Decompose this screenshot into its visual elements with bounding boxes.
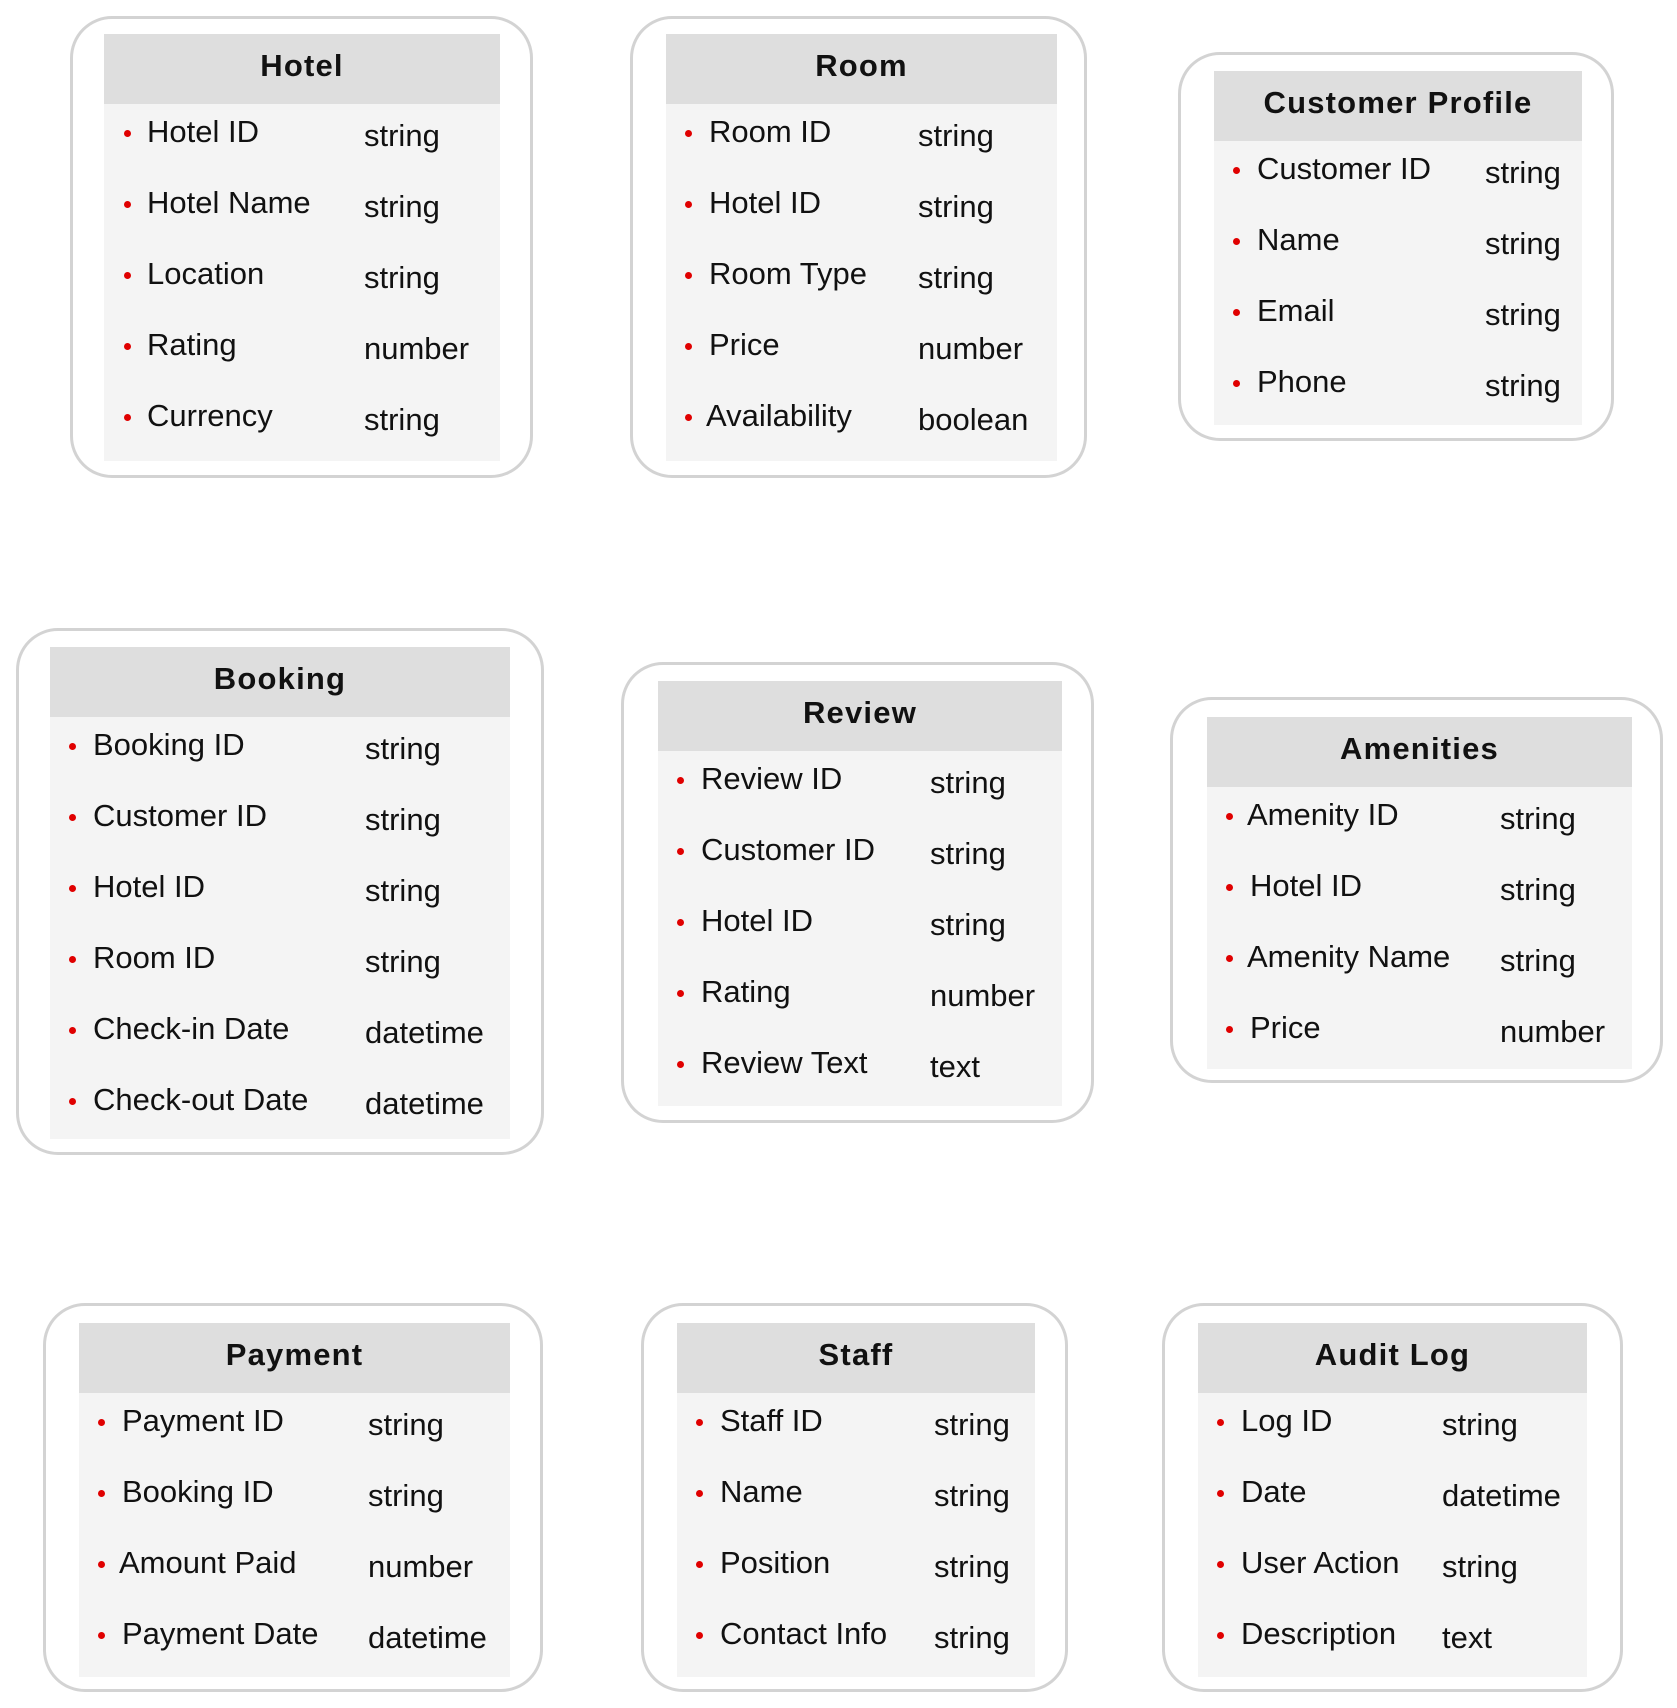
- field-type: string: [1442, 1549, 1518, 1584]
- bullet-icon: [1217, 1632, 1224, 1639]
- bullet-icon: [98, 1632, 105, 1639]
- bullet-icon: [1226, 884, 1233, 891]
- field-name: Hotel ID: [93, 869, 205, 904]
- field-row: [104, 175, 500, 246]
- field-type: string: [930, 907, 1006, 942]
- entity-table: [79, 1323, 510, 1677]
- entity-customer-profile[interactable]: [1178, 52, 1614, 441]
- field-row: [666, 317, 1057, 388]
- entity-review[interactable]: [621, 662, 1094, 1123]
- field-type: string: [365, 802, 441, 837]
- field-row: [1214, 354, 1582, 425]
- field-type: datetime: [1442, 1478, 1561, 1513]
- field-type: string: [930, 836, 1006, 871]
- field-row: [79, 1535, 510, 1606]
- field-type: number: [1500, 1014, 1606, 1049]
- field-row: [1214, 283, 1582, 354]
- bullet-icon: [1217, 1561, 1224, 1568]
- field-row: [104, 388, 500, 459]
- field-type: string: [368, 1478, 444, 1513]
- field-row: [50, 717, 510, 788]
- field-name: Amenity Name: [1247, 939, 1451, 974]
- field-name: Payment Date: [122, 1616, 319, 1651]
- field-type: string: [918, 118, 994, 153]
- field-name: Payment ID: [122, 1403, 284, 1438]
- entity-booking[interactable]: [16, 628, 544, 1155]
- field-row: [50, 788, 510, 859]
- field-row: [1198, 1393, 1587, 1464]
- field-row: [677, 1393, 1035, 1464]
- bullet-icon: [685, 201, 692, 208]
- bullet-icon: [677, 990, 684, 997]
- field-name: Location: [147, 256, 265, 291]
- field-name: Contact Info: [720, 1616, 888, 1651]
- entity-title: Staff: [677, 1323, 1035, 1393]
- bullet-icon: [696, 1419, 703, 1426]
- field-row: [1207, 929, 1632, 1000]
- field-type: number: [918, 331, 1024, 366]
- field-name: Availability: [706, 398, 852, 433]
- field-name: Amount Paid: [119, 1545, 297, 1580]
- field-name: Email: [1257, 293, 1335, 328]
- field-name: Name: [1257, 222, 1340, 257]
- field-row: [666, 175, 1057, 246]
- field-name: Hotel ID: [1250, 868, 1362, 903]
- entity-room[interactable]: [630, 16, 1087, 478]
- bullet-icon: [1226, 813, 1233, 820]
- entity-title: Payment: [79, 1323, 510, 1393]
- field-type: string: [365, 944, 441, 979]
- entity-staff[interactable]: [641, 1303, 1068, 1692]
- field-type: string: [934, 1407, 1010, 1442]
- field-row: [1207, 858, 1632, 929]
- field-name: Hotel ID: [709, 185, 821, 220]
- field-type: string: [1485, 368, 1561, 403]
- field-name: Price: [709, 327, 780, 362]
- bullet-icon: [69, 956, 76, 963]
- entity-audit-log[interactable]: [1162, 1303, 1623, 1692]
- field-name: Phone: [1257, 364, 1347, 399]
- field-type: datetime: [365, 1015, 484, 1050]
- bullet-icon: [677, 777, 684, 784]
- field-type: string: [1485, 226, 1561, 261]
- bullet-icon: [98, 1561, 105, 1568]
- entity-title: Audit Log: [1198, 1323, 1587, 1393]
- bullet-icon: [696, 1632, 703, 1639]
- field-type: number: [368, 1549, 474, 1584]
- field-type: string: [364, 189, 440, 224]
- entity-payment[interactable]: [43, 1303, 543, 1692]
- field-row: [666, 246, 1057, 317]
- bullet-icon: [685, 414, 692, 421]
- bullet-icon: [1226, 1026, 1233, 1033]
- bullet-icon: [69, 885, 76, 892]
- bullet-icon: [1226, 955, 1233, 962]
- field-row: [658, 964, 1062, 1035]
- bullet-icon: [1233, 238, 1240, 245]
- field-name: Currency: [147, 398, 273, 433]
- field-name: User Action: [1241, 1545, 1400, 1580]
- bullet-icon: [1233, 309, 1240, 316]
- field-row: [1214, 212, 1582, 283]
- bullet-icon: [98, 1490, 105, 1497]
- field-row: [1198, 1464, 1587, 1535]
- bullet-icon: [1233, 380, 1240, 387]
- entity-table: [677, 1323, 1035, 1677]
- bullet-icon: [69, 1098, 76, 1105]
- entity-amenities[interactable]: [1170, 697, 1663, 1083]
- field-row: [50, 859, 510, 930]
- field-name: Review Text: [701, 1045, 868, 1080]
- field-type: string: [368, 1407, 444, 1442]
- field-name: Booking ID: [93, 727, 245, 762]
- bullet-icon: [685, 130, 692, 137]
- field-type: boolean: [918, 402, 1029, 437]
- field-type: string: [1485, 297, 1561, 332]
- field-row: [1198, 1535, 1587, 1606]
- field-type: string: [1500, 801, 1576, 836]
- bullet-icon: [124, 130, 131, 137]
- bullet-icon: [685, 343, 692, 350]
- field-name: Room Type: [709, 256, 867, 291]
- field-row: [677, 1535, 1035, 1606]
- field-name: Customer ID: [701, 832, 875, 867]
- entity-title: Customer Profile: [1214, 71, 1582, 141]
- entity-table: [1207, 717, 1632, 1069]
- field-row: [677, 1606, 1035, 1677]
- field-name: Description: [1241, 1616, 1397, 1651]
- entity-table: [1214, 71, 1582, 425]
- field-type: datetime: [368, 1620, 487, 1655]
- field-name: Date: [1241, 1474, 1307, 1509]
- field-type: string: [365, 873, 441, 908]
- entity-table: [666, 34, 1057, 461]
- field-name: Rating: [701, 974, 791, 1009]
- entity-title: Amenities: [1207, 717, 1632, 787]
- field-type: string: [364, 402, 440, 437]
- bullet-icon: [1233, 167, 1240, 174]
- field-name: Customer ID: [93, 798, 267, 833]
- field-row: [658, 751, 1062, 822]
- bullet-icon: [696, 1490, 703, 1497]
- entity-title: Room: [666, 34, 1057, 104]
- field-type: string: [930, 765, 1006, 800]
- field-row: [79, 1606, 510, 1677]
- field-name: Room ID: [93, 940, 216, 975]
- field-name: Hotel ID: [701, 903, 813, 938]
- bullet-icon: [696, 1561, 703, 1568]
- field-row: [104, 317, 500, 388]
- field-type: string: [1500, 872, 1576, 907]
- field-row: [666, 388, 1057, 459]
- field-type: text: [930, 1049, 980, 1084]
- field-row: [1207, 787, 1632, 858]
- field-type: number: [930, 978, 1036, 1013]
- field-type: string: [934, 1549, 1010, 1584]
- field-row: [658, 1035, 1062, 1106]
- bullet-icon: [69, 743, 76, 750]
- field-name: Staff ID: [720, 1403, 823, 1438]
- field-name: Review ID: [701, 761, 843, 796]
- field-row: [1214, 141, 1582, 212]
- field-row: [104, 246, 500, 317]
- bullet-icon: [98, 1419, 105, 1426]
- entity-table: [658, 681, 1062, 1106]
- field-row: [104, 104, 500, 175]
- field-row: [50, 1072, 510, 1143]
- bullet-icon: [685, 272, 692, 279]
- bullet-icon: [124, 343, 131, 350]
- field-name: Price: [1250, 1010, 1321, 1045]
- bullet-icon: [69, 1027, 76, 1034]
- field-type: string: [1485, 155, 1561, 190]
- field-name: Hotel ID: [147, 114, 259, 149]
- field-name: Position: [720, 1545, 831, 1580]
- field-type: string: [918, 189, 994, 224]
- bullet-icon: [677, 919, 684, 926]
- field-name: Amenity ID: [1247, 797, 1399, 832]
- field-name: Name: [720, 1474, 803, 1509]
- field-name: Room ID: [709, 114, 832, 149]
- field-name: Rating: [147, 327, 237, 362]
- entity-title: Booking: [50, 647, 510, 717]
- bullet-icon: [1217, 1419, 1224, 1426]
- field-type: string: [364, 260, 440, 295]
- entity-title: Review: [658, 681, 1062, 751]
- field-type: string: [934, 1478, 1010, 1513]
- field-name: Hotel Name: [147, 185, 311, 220]
- field-row: [50, 930, 510, 1001]
- entity-table: [1198, 1323, 1587, 1677]
- field-row: [79, 1464, 510, 1535]
- field-row: [50, 1001, 510, 1072]
- field-row: [1198, 1606, 1587, 1677]
- entity-title: Hotel: [104, 34, 500, 104]
- field-row: [666, 104, 1057, 175]
- bullet-icon: [124, 272, 131, 279]
- field-type: string: [1500, 943, 1576, 978]
- field-row: [79, 1393, 510, 1464]
- field-name: Booking ID: [122, 1474, 274, 1509]
- field-type: string: [918, 260, 994, 295]
- bullet-icon: [677, 1061, 684, 1068]
- field-name: Log ID: [1241, 1403, 1333, 1438]
- bullet-icon: [677, 848, 684, 855]
- field-name: Check-out Date: [93, 1082, 309, 1117]
- bullet-icon: [124, 201, 131, 208]
- field-type: string: [364, 118, 440, 153]
- bullet-icon: [69, 814, 76, 821]
- field-row: [1207, 1000, 1632, 1071]
- field-row: [658, 893, 1062, 964]
- entity-hotel[interactable]: [70, 16, 533, 478]
- field-row: [677, 1464, 1035, 1535]
- entity-table: [104, 34, 500, 461]
- field-type: number: [364, 331, 470, 366]
- field-type: string: [934, 1620, 1010, 1655]
- entity-table: [50, 647, 510, 1139]
- bullet-icon: [124, 414, 131, 421]
- field-name: Customer ID: [1257, 151, 1431, 186]
- field-type: text: [1442, 1620, 1492, 1655]
- field-type: string: [365, 731, 441, 766]
- field-name: Check-in Date: [93, 1011, 290, 1046]
- field-type: string: [1442, 1407, 1518, 1442]
- field-row: [658, 822, 1062, 893]
- bullet-icon: [1217, 1490, 1224, 1497]
- field-type: datetime: [365, 1086, 484, 1121]
